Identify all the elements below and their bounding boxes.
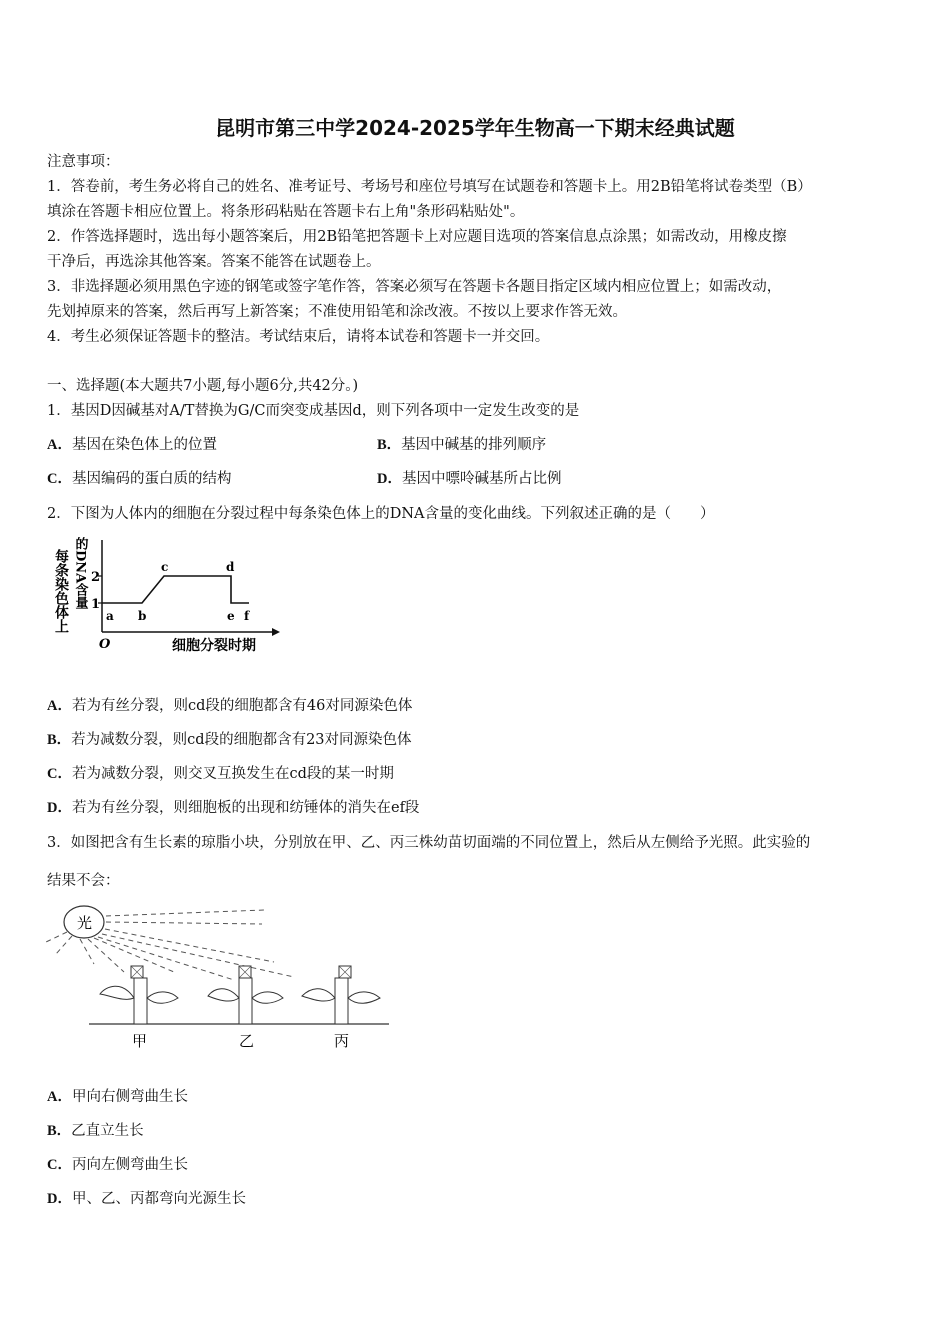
graph-ytick-2: 2	[91, 570, 101, 585]
option-label: C．	[47, 766, 72, 782]
graph-ylabel-left: 每条染色体上	[53, 549, 69, 633]
option-label: B．	[47, 732, 72, 748]
q3-option-a[interactable]	[47, 1087, 188, 1107]
q1-option-c[interactable]	[47, 469, 231, 489]
seedling-jia	[100, 966, 178, 1050]
notice-heading: 注意事项：	[47, 154, 120, 170]
option-text: 若为减数分裂，则交叉互换发生在cd段的某一时期	[71, 766, 394, 782]
plant-label: 甲	[132, 1032, 148, 1050]
question-2-stem: 2．下图为人体内的细胞在分裂过程中每条染色体上的DNA含量的变化曲线。下列叙述正确的是（ ）	[47, 506, 715, 522]
q3-option-c[interactable]	[47, 1155, 188, 1175]
option-text: 基因编码的蛋白质的结构	[71, 471, 232, 487]
option-label: C．	[47, 1157, 72, 1173]
graph-ylabel-right: 的DNA含量	[72, 537, 88, 610]
graph-origin: O	[99, 637, 111, 652]
option-label: B．	[47, 1123, 72, 1139]
sun-label: 光	[77, 914, 93, 932]
option-text: 丙向左侧弯曲生长	[71, 1157, 188, 1173]
option-text: 基因中碱基的排列顺序	[401, 437, 547, 453]
notice-line: 填涂在答题卡相应位置上。将条形码粘贴在答题卡右上角"条形码粘贴处"。	[47, 204, 525, 220]
option-label: D．	[47, 1191, 72, 1207]
seedling-stem	[239, 978, 252, 1024]
seedling-light-figure	[44, 902, 394, 1054]
option-text: 若为有丝分裂，则cd段的细胞都含有46对同源染色体	[71, 698, 413, 714]
seedling-bing	[302, 966, 380, 1050]
option-label: A．	[47, 1089, 72, 1105]
q1-option-d[interactable]	[377, 469, 561, 489]
graph-point-a: a	[106, 609, 114, 623]
option-text: 若为有丝分裂，则细胞板的出现和纺锤体的消失在ef段	[71, 800, 420, 816]
seedling-yi	[208, 966, 283, 1050]
q2-option-d[interactable]	[47, 798, 419, 818]
graph-curve	[102, 576, 249, 603]
seedling-leaf	[302, 989, 335, 1001]
q1-option-a[interactable]	[47, 435, 217, 455]
plant-label: 丙	[334, 1032, 350, 1050]
plant-label: 乙	[239, 1032, 255, 1050]
option-label: A．	[47, 698, 72, 714]
seedling-stem	[335, 978, 348, 1024]
notice-line: 先划掉原来的答案，然后再写上新答案；不准使用铅笔和涂改液。不按以上要求作答无效。	[47, 304, 627, 320]
graph-x-arrow	[272, 628, 280, 636]
option-text: 甲向右侧弯曲生长	[71, 1089, 188, 1105]
option-text: 甲、乙、丙都弯向光源生长	[71, 1191, 246, 1207]
notice-line: 1．答卷前，考生务必将自己的姓名、准考证号、考场号和座位号填写在试题卷和答题卡上。用2B铅笔将试卷类型（B）	[47, 179, 812, 195]
seedling-leaf	[100, 986, 134, 999]
notice-line: 3．非选择题必须用黑色字迹的钢笔或签字笔作答，答案必须写在答题卡各题目指定区域内相应位置上；如需改动，	[47, 279, 782, 295]
option-label: D．	[377, 471, 402, 487]
option-text: 若为减数分裂，则cd段的细胞都含有23对同源染色体	[71, 732, 412, 748]
question-3-stem-cont: 结果不会：	[47, 873, 120, 889]
q2-option-c[interactable]	[47, 764, 394, 784]
q2-option-a[interactable]	[47, 696, 412, 716]
option-label: A．	[47, 437, 72, 453]
notice-line: 2．作答选择题时，选出每小题答案后，用2B铅笔把答题卡上对应题目选项的答案信息点涂黑；如需改动，用橡皮擦	[47, 229, 787, 245]
page-title: 昆明市第三中学2024-2025学年生物高一下期末经典试题	[215, 116, 735, 140]
graph-point-d: d	[226, 560, 235, 574]
q1-option-b[interactable]	[377, 435, 546, 455]
graph-point-f: f	[244, 609, 250, 623]
question-1-stem: 1．基因D因碱基对A/T替换为G/C而突变成基因d，则下列各项中一定发生改变的是	[47, 403, 580, 419]
option-label: C．	[47, 471, 72, 487]
option-label: D．	[47, 800, 72, 816]
option-text: 基因中嘌呤碱基所占比例	[401, 471, 562, 487]
seedling-leaf	[252, 992, 283, 1003]
q3-option-b[interactable]	[47, 1121, 144, 1141]
q3-option-d[interactable]	[47, 1189, 246, 1209]
seedling-leaf	[348, 992, 380, 1003]
question-3-stem: 3．如图把含有生长素的琼脂小块，分别放在甲、乙、丙三株幼苗切面端的不同位置上，然后从左侧给予光照。此实验的	[47, 835, 811, 851]
notice-line: 4．考生必须保证答题卡的整洁。考试结束后，请将本试卷和答题卡一并交回。	[47, 329, 550, 345]
dna-content-graph	[44, 535, 284, 660]
graph-point-e: e	[227, 609, 235, 623]
section-heading: 一、选择题(本大题共7小题,每小题6分,共42分。)	[47, 378, 359, 394]
seedling-leaf	[208, 989, 239, 1001]
graph-point-b: b	[138, 609, 147, 623]
graph-ytick-1: 1	[91, 597, 101, 612]
option-text: 基因在染色体上的位置	[71, 437, 217, 453]
seedling-stem	[134, 978, 147, 1024]
notice-line: 干净后，再选涂其他答案。答案不能答在试题卷上。	[47, 254, 381, 270]
option-label: B．	[377, 437, 402, 453]
seedling-leaf	[147, 992, 178, 1003]
graph-xlabel: 细胞分裂时期	[172, 638, 256, 654]
option-text: 乙直立生长	[71, 1123, 144, 1139]
graph-point-c: c	[161, 560, 169, 574]
q2-option-b[interactable]	[47, 730, 412, 750]
